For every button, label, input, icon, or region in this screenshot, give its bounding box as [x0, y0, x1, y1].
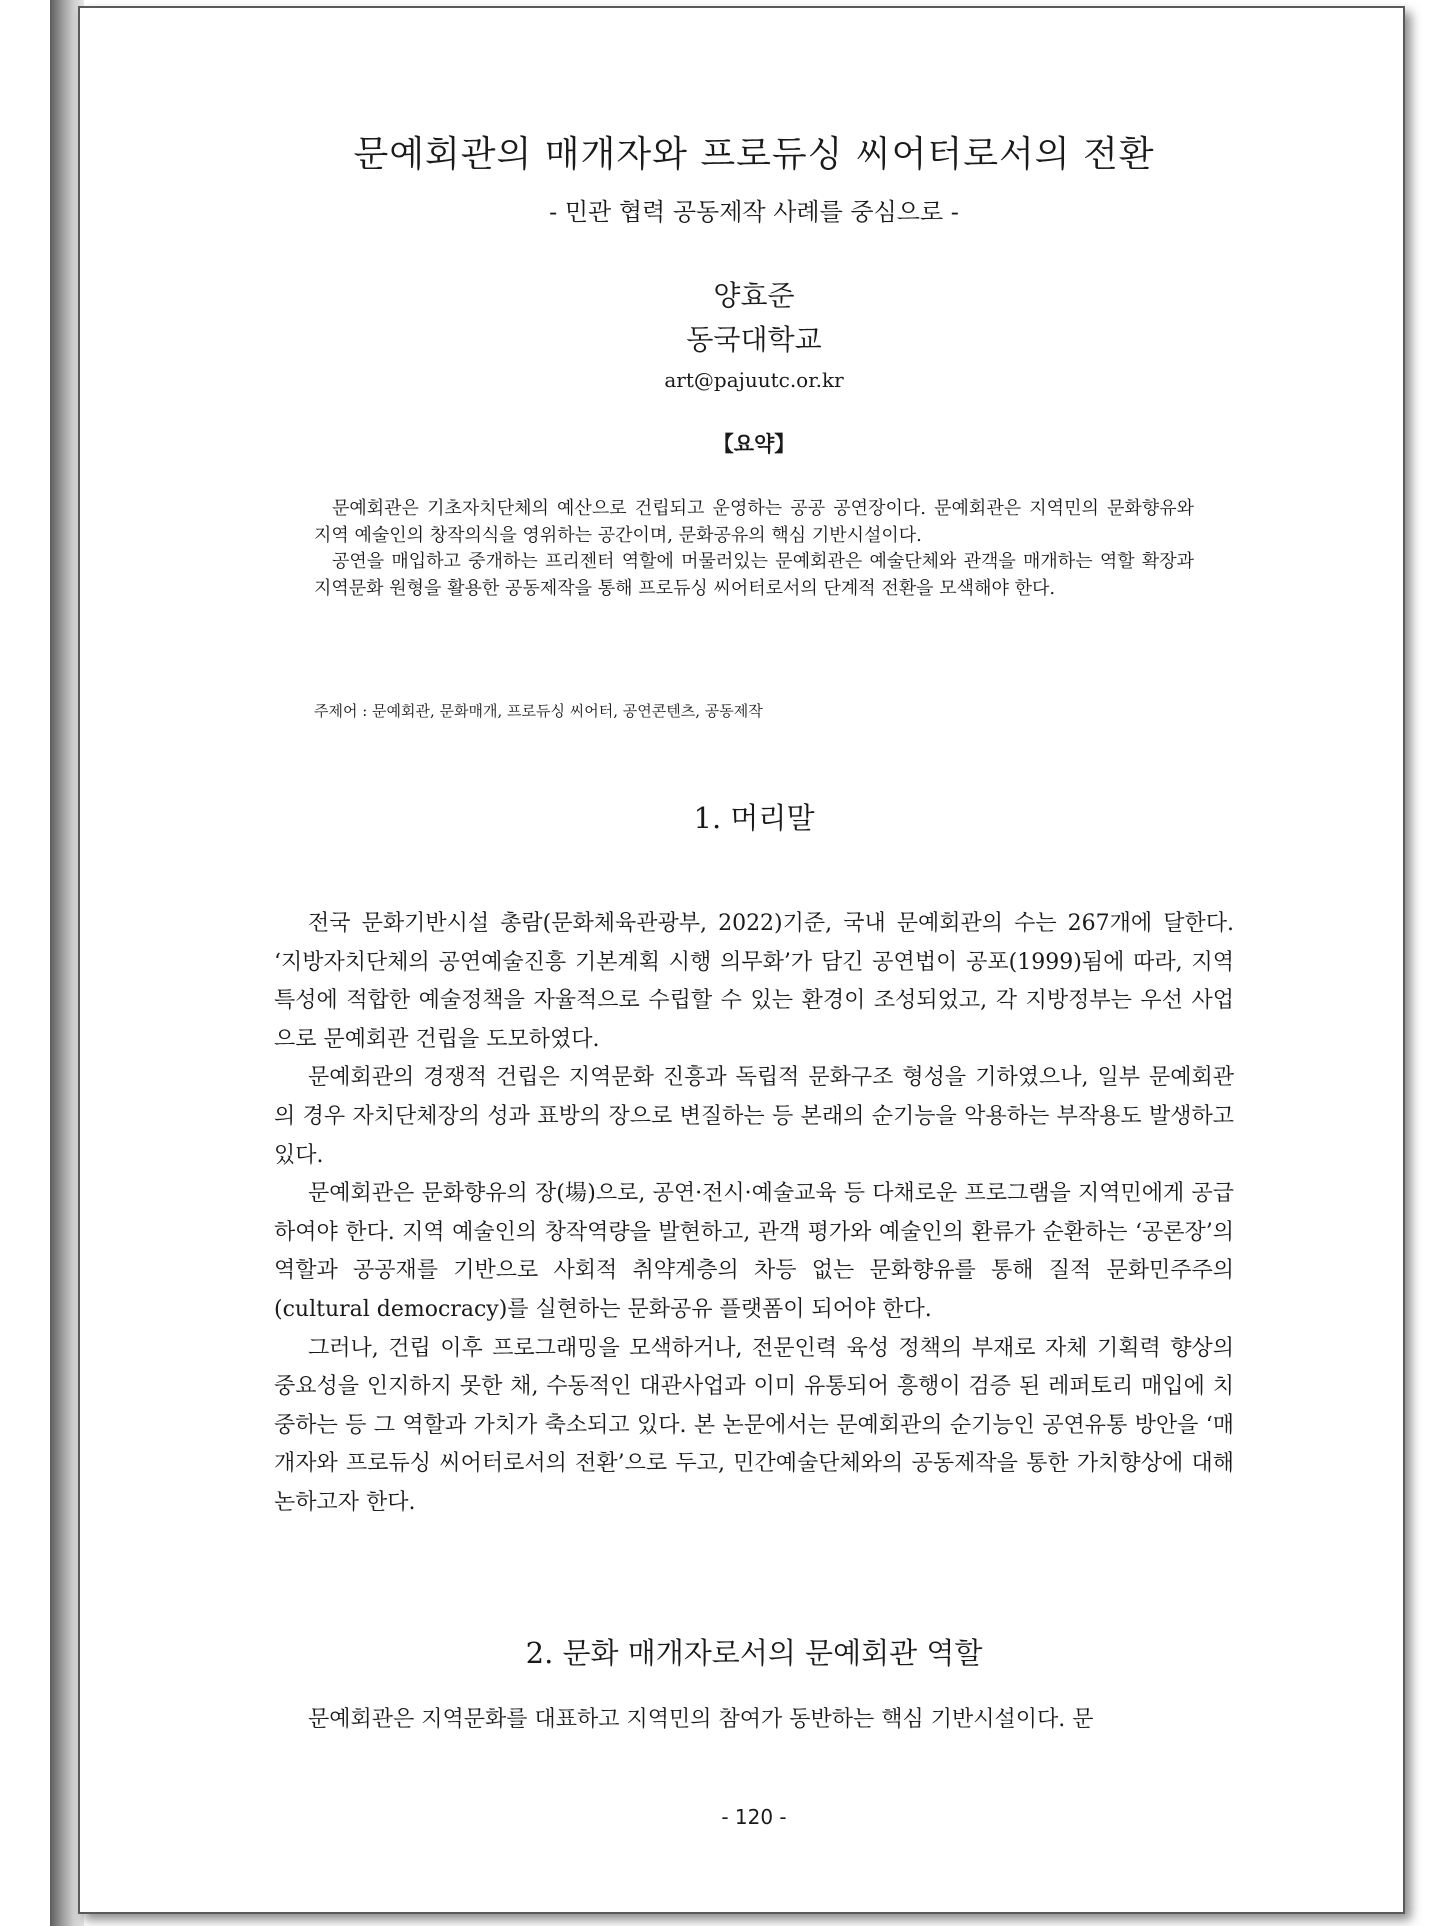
abstract-paragraph: 문예회관은 기초자치단체의 예산으로 건립되고 운영하는 공공 공연장이다. 문예회관은 지역민의 문화향유와 지역 예술인의 창작의식을 영위하는 공간이며, 문화공유의 핵심 기반시설이다. [314, 498, 1194, 546]
abstract [314, 496, 1194, 602]
body-paragraph: 전국 문화기반시설 총람(문화체육관광부, 2022)기준, 국내 문예회관의 수는 267개에 달한다. ‘지방자치단체의 공연예술진흥 기본계획 시행 의무화’가 담긴 공연법이 공포(1999)됨에 따라, 지역 특성에 적합한 예술정책을 자율적으로 수립할 수 있는 환경이 조성되었고, 각 지방정부는 우선 사업으로 문예회관 건립을 도모하였다. [274, 911, 1234, 1052]
keywords: 주제어 : 문예회관, 문화매개, 프로듀싱 씨어터, 공연콘텐츠, 공동제작 [314, 702, 763, 720]
body-paragraph: 문예회관의 경쟁적 건립은 지역문화 진흥과 독립적 문화구조 형성을 기하였으나, 일부 문예회관의 경우 자치단체장의 성과 표방의 장으로 변질하는 등 본래의 순기능을 악용하는 부작용도 발생하고 있다. [274, 1065, 1234, 1168]
abstract-paragraph: 공연을 매입하고 중개하는 프리젠터 역할에 머물러있는 문예회관은 예술단체와 관객을 매개하는 역할 확장과 지역문화 원형을 활용한 공동제작을 통해 프로듀싱 씨어터로서의 단계적 전환을 모색해야 한다. [314, 551, 1194, 599]
section-1-body [274, 905, 1234, 1523]
paper-subtitle: - 민관 협력 공동제작 사례를 중심으로 - [549, 198, 959, 226]
body-paragraph: 문예회관은 지역문화를 대표하고 지역민의 참여가 동반하는 핵심 기반시설이다. 문 [308, 1707, 1094, 1732]
page-number: - 120 - [721, 1805, 787, 1829]
paper-page [78, 6, 1405, 1914]
abstract-heading: 【요약】 [712, 431, 796, 456]
paper-title: 문예회관의 매개자와 프로듀싱 씨어터로서의 전환 [353, 134, 1155, 175]
section-1-heading: 1. 머리말 [693, 801, 815, 835]
author-name: 양효준 [713, 279, 795, 312]
section-2-body [274, 1701, 1234, 1740]
section-2-heading: 2. 문화 매개자로서의 문예회관 역할 [525, 1636, 983, 1670]
author-email: art@pajuutc.or.kr [664, 368, 844, 392]
author-affiliation: 동국대학교 [686, 323, 822, 356]
body-paragraph: 문예회관은 문화향유의 장(場)으로, 공연·전시·예술교육 등 다채로운 프로그램을 지역민에게 공급하여야 한다. 지역 예술인의 창작역량을 발현하고, 관객 평가와 예술인의 환류가 순환하는 ‘공론장’의 역할과 공공재를 기반으로 사회적 취약계층의 차등 없는 문화향유를 통해 질적 문화민주주의(cultural democracy)를 실현하는 문화공유 플랫폼이 되어야 한다. [274, 1181, 1234, 1322]
body-paragraph: 그러나, 건립 이후 프로그래밍을 모색하거나, 전문인력 육성 정책의 부재로 자체 기획력 향상의 중요성을 인지하지 못한 채, 수동적인 대관사업과 이미 유통되어 흥행이 검증 된 레퍼토리 매입에 치중하는 등 그 역할과 가치가 축소되고 있다. 본 논문에서는 문예회관의 순기능인 공연유통 방안을 ‘매개자와 프로듀싱 씨어터로서의 전환’으로 두고, 민간예술단체와의 공동제작을 통한 가치향상에 대해 논하고자 한다. [274, 1335, 1234, 1515]
